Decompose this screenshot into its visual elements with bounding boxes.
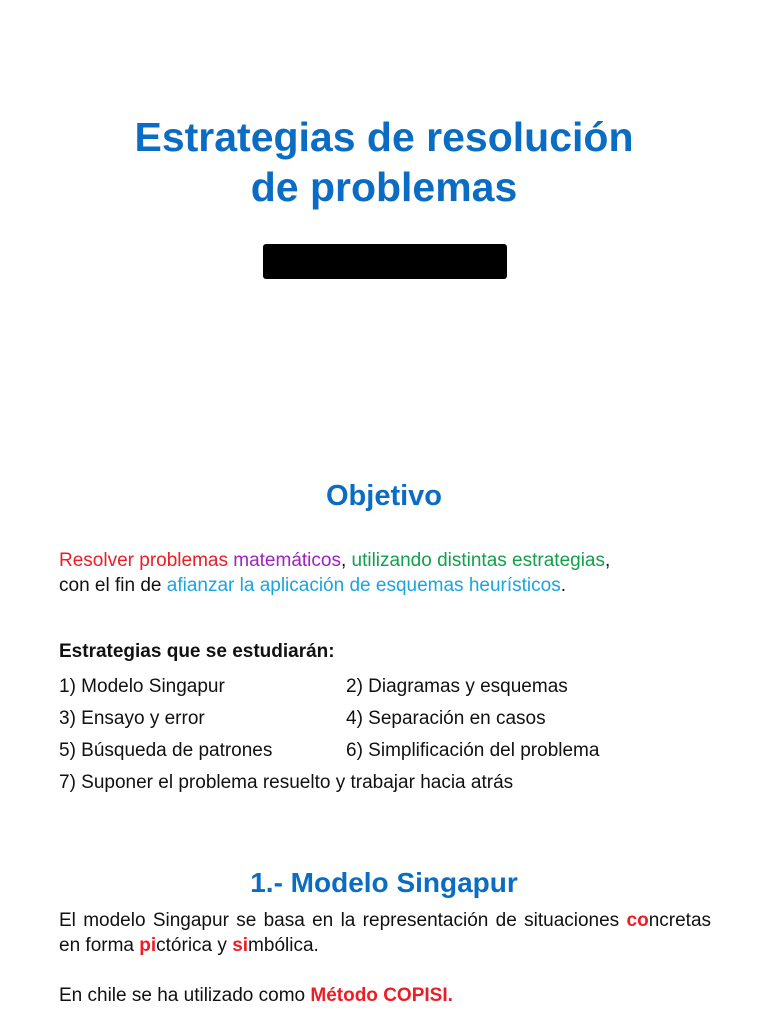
- copisi-highlight-pi: pi: [139, 935, 157, 956]
- copisi-text: En chile se ha utilizado como: [59, 985, 306, 1006]
- strategy-item: 4) Separación en casos: [346, 708, 546, 729]
- title-line-2: de problemas: [250, 164, 518, 210]
- copisi-method-name: Método COPISI.: [310, 985, 453, 1006]
- singapur-description: [59, 908, 711, 958]
- document-title: [0, 112, 768, 212]
- strategies-heading: Estrategias que se estudiarán:: [59, 641, 335, 662]
- copisi-highlight-si: si: [232, 935, 249, 956]
- strategy-item: 2) Diagramas y esquemas: [346, 676, 568, 697]
- objective-text-red: Resolver problemas: [59, 550, 228, 571]
- strategies-row: [59, 767, 719, 799]
- title-line-1: Estrategias de resolución: [134, 114, 634, 160]
- objective-paragraph: [59, 548, 711, 598]
- objective-text-purple: matemáticos: [233, 550, 341, 571]
- strategy-item: 5) Búsqueda de patrones: [59, 740, 273, 761]
- objective-text-plain: con el fin de: [59, 575, 162, 596]
- objective-text-green: utilizando distintas estrategias: [351, 550, 605, 571]
- strategies-list: [59, 671, 719, 799]
- singapur-text: ctórica y: [156, 935, 227, 956]
- singapur-text: mbólica.: [248, 935, 319, 956]
- copisi-highlight-co: co: [626, 910, 649, 931]
- strategy-item: 1) Modelo Singapur: [59, 676, 225, 697]
- strategies-row: [59, 735, 719, 767]
- strategy-item: 3) Ensayo y error: [59, 708, 205, 729]
- objective-comma-1: ,: [340, 550, 347, 571]
- strategy-item: 7) Suponer el problema resuelto y trabajar hacia atrás: [59, 772, 514, 793]
- singapur-text: El modelo Singapur se basa en la representación de situaciones: [59, 910, 620, 931]
- singapur-heading: 1.- Modelo Singapur: [250, 867, 518, 898]
- copisi-sentence: [59, 983, 711, 1008]
- objective-heading: Objetivo: [325, 480, 442, 512]
- strategies-row: [59, 703, 719, 735]
- singapur-text: ncretas en forma: [59, 910, 712, 956]
- strategies-row: [59, 671, 719, 703]
- objective-period: .: [560, 575, 566, 596]
- objective-comma-2: ,: [605, 550, 611, 571]
- redaction-bar: [263, 244, 507, 279]
- objective-text-blue: afianzar la aplicación de esquemas heurísticos: [166, 575, 561, 596]
- strategy-item: 6) Simplificación del problema: [346, 740, 600, 761]
